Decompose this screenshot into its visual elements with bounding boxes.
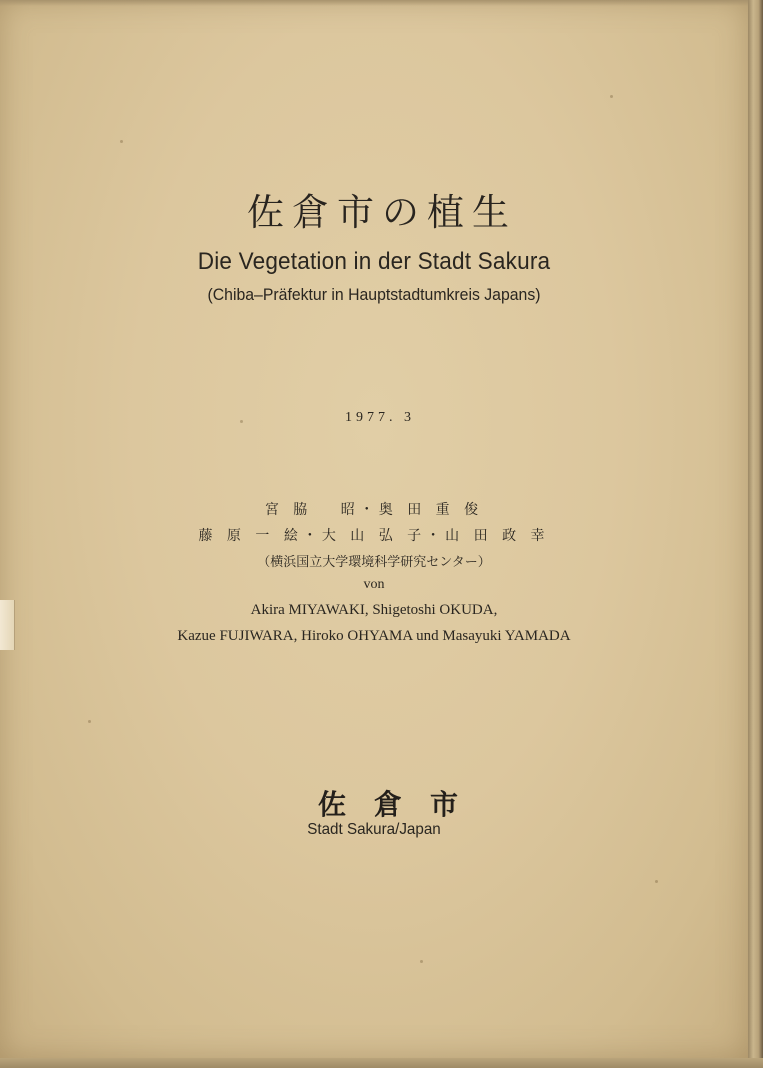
publisher-german: Stadt Sakura/Japan <box>307 821 441 838</box>
paper-speck <box>88 720 91 723</box>
authors-line-2: Kazue FUJIWARA, Hiroko OHYAMA und Masayuki YAMADA <box>177 628 571 644</box>
japanese-title: 佐倉市の植生 <box>247 191 517 234</box>
authors-line-1: Akira MIYAWAKI, Shigetoshi OKUDA, <box>250 602 498 618</box>
paper-speck <box>120 140 123 143</box>
book-spine-edge <box>748 0 763 1068</box>
von-label: von <box>363 577 385 592</box>
paper-speck <box>420 960 423 963</box>
paper-speck <box>655 880 658 883</box>
publisher-japanese: 佐倉市 <box>317 788 486 821</box>
publication-date: 1977. 3 <box>345 410 415 425</box>
japanese-authors-line-1: 宮 脇 昭・奥 田 重 俊 <box>264 502 484 518</box>
japanese-affiliation: （横浜国立大学環境科学研究センター） <box>257 555 491 570</box>
book-bottom-edge <box>0 1058 763 1068</box>
torn-edge <box>0 600 15 650</box>
cover-top-edge <box>0 0 748 6</box>
german-title: Die Vegetation in der Stadt Sakura <box>197 248 551 275</box>
paper-speck <box>610 95 613 98</box>
japanese-authors-line-2: 藤 原 一 絵・大 山 弘 子・山 田 政 幸 <box>198 528 550 544</box>
german-subtitle: (Chiba–Präfektur in Hauptstadtumkreis Japans) <box>207 285 541 304</box>
